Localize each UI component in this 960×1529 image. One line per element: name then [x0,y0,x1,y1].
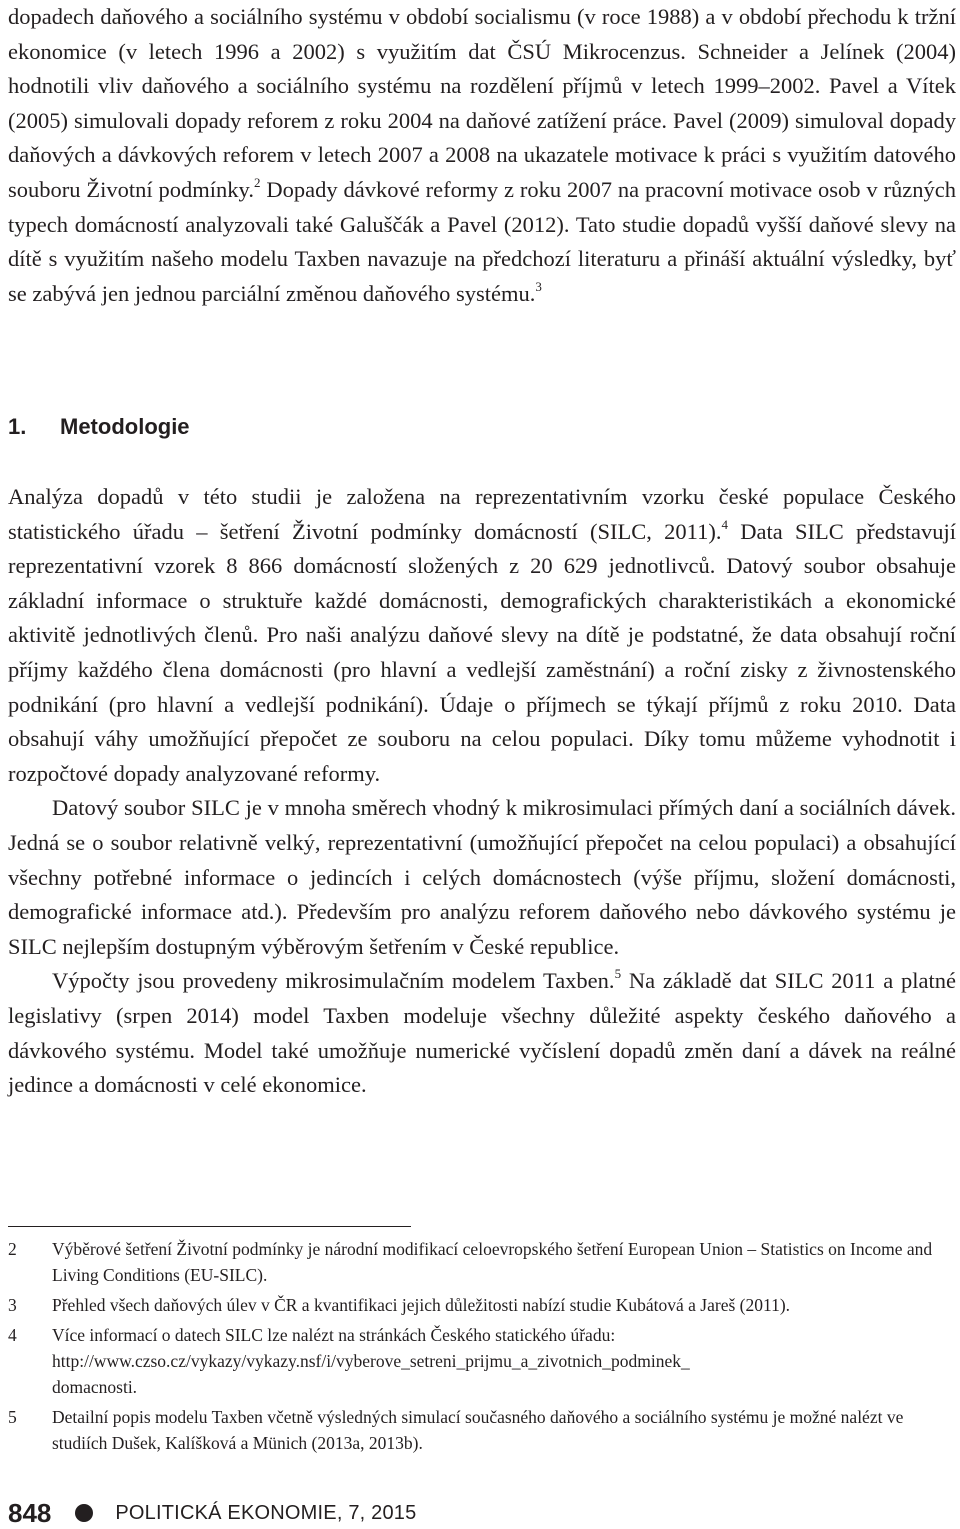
page-footer [8,1498,416,1528]
footnote [8,1404,956,1456]
section-title: Metodologie [60,414,190,439]
footnote [8,1292,956,1318]
footnote-text: Detailní popis modelu Taxben včetně výsledných simulací současného daňového a sociálního systému je možné nalézt ve studiích Dušek, Kalíšková a Münich (2013a, 2013b). [52,1407,904,1453]
footnote-text: Více informací o datech SILC lze nalézt na stránkách Českého statického úřadu: http://www.czso.cz/vykazy/vykazy.nsf/i/vyberove_setreni_prijmu_a_zivotnich_podminek_ domacnosti. [52,1325,690,1397]
footnote-number: 4 [8,1325,17,1345]
footnote [8,1236,956,1288]
footnote [8,1322,956,1400]
paragraph: Datový soubor SILC je v mnoha směrech vhodný k mikrosimulaci přímých daní a sociálních dávek. Jedná se o soubor relativně velký, reprezentativní (umožňující přepočet na celou populaci) a obsahující všechny potřebné informace o jedincích i celých domácnostech (výše příjmu, složení domácnosti, demografické informace atd.). Především pro analýzu reforem daňového nebo dávkového systému je SILC nejlepším dostupným výběrovým šetřením v České republice. [8,795,956,959]
section-body [8,480,956,1103]
footnote-ref-4[interactable]: 4 [721,516,728,532]
footnote-link[interactable]: http://www.czso.cz/vykazy/vykazy.nsf/i/vyberove_setreni_prijmu_a_zivotnich_podminek_ [52,1351,690,1371]
footnote-divider [8,1226,411,1227]
paragraph: Výpočty jsou provedeny mikrosimulačním modelem Taxben.$^5$ Na základě dat SILC 2011 a platné legislativy (srpen 2014) model Taxben modeluje všechny důležité aspekty českého daňového a dávkového systému. Model také umožňuje numerické vyčíslení dopadů změn daní a dávek na reálné jedince a domácnosti v celé ekonomice. [8,966,956,1098]
footnotes [8,1236,956,1460]
footnote-ref-2[interactable]: 2 [253,174,261,190]
footnote-number: 5 [8,1407,17,1427]
intro-text [8,0,956,311]
journal-name: POLITICKÁ EKONOMIE, 7, 2015 [115,1501,417,1524]
footnote-text: Přehled všech daňových úlev v ČR a kvantifikaci jejich důležitosti nabízí studie Kubátová a Jareš (2011). [52,1295,791,1315]
bullet-dot-icon [75,1504,93,1522]
footnote-number: 2 [8,1239,17,1259]
page-number: 848 [8,1497,52,1528]
footnote-ref-5[interactable]: 5 [614,966,622,982]
section-number: 1. [8,414,27,439]
footnote-text: Výběrové šetření Životní podmínky je národní modifikací celoevropského šetření European Union – Statistics on Income and Living Conditions (EU-SILC). [52,1239,933,1285]
footnote-number: 3 [8,1295,17,1315]
intro-paragraph: dopadech daňového a sociálního systému v období socialismu (v roce 1988) a v období přechodu k tržní ekonomice (v letech 1996 a 2002) s využitím dat ČSÚ Mikrocenzus. Schneider a Jelínek (2004) hodnotili vliv daňového a sociálního systému na rozdělení příjmů v letech 1999–2002. Pavel a Vítek (2005) simulovali dopady reforem z roku 2004 na daňové zatížení práce. Pavel (2009) simuloval dopady daňových a dávkových reforem v letech 2007 a 2008 na ukazatele motivace k práci s využitím datového souboru Životní podmínky.$^2$ Dopady dávkové reformy z roku 2007 na pracovní motivace osob v různých typech domácností analyzovali také Galuščák a Pavel (2012). Tato studie dopadů vyšší daňové slevy na dítě s využitím našeho modelu Taxben navazuje na předchozí literaturu a přináší aktuální výsledky, byť se zabývá jen jednou parciální změnou daňového systému.$^3$ [8,4,956,306]
paragraph: Analýza dopadů v této studii je založena na reprezentativním vzorku české populace Českého statistického úřadu – šetření Životní podmínky domácností (SILC, 2011).$^4$ Data SILC představují reprezentativní vzorek 8 866 domácností složených z 20 629 jednotlivců. Datový soubor obsahuje základní informace o struktuře každé domácnosti, demografických charakteristikách a ekonomické aktivitě jednotlivých členů. Pro naši analýzu daňové slevy na dítě je podstatné, že data obsahují roční příjmy každého člena domácnosti (pro hlavní a vedlejší zaměstnání) a roční zisky z živnostenského podnikání (pro hlavní a vedlejší podnikání). Údaje o příjmech se týkají příjmů z roku 2010. Data obsahují váhy umožňující přepočet ze souboru na celou populaci. Díky tomu můžeme vyhodnotit i rozpočtové dopady analyzované reformy. [8,484,956,786]
footnote-ref-3[interactable]: 3 [535,278,542,294]
section-heading [8,410,190,444]
